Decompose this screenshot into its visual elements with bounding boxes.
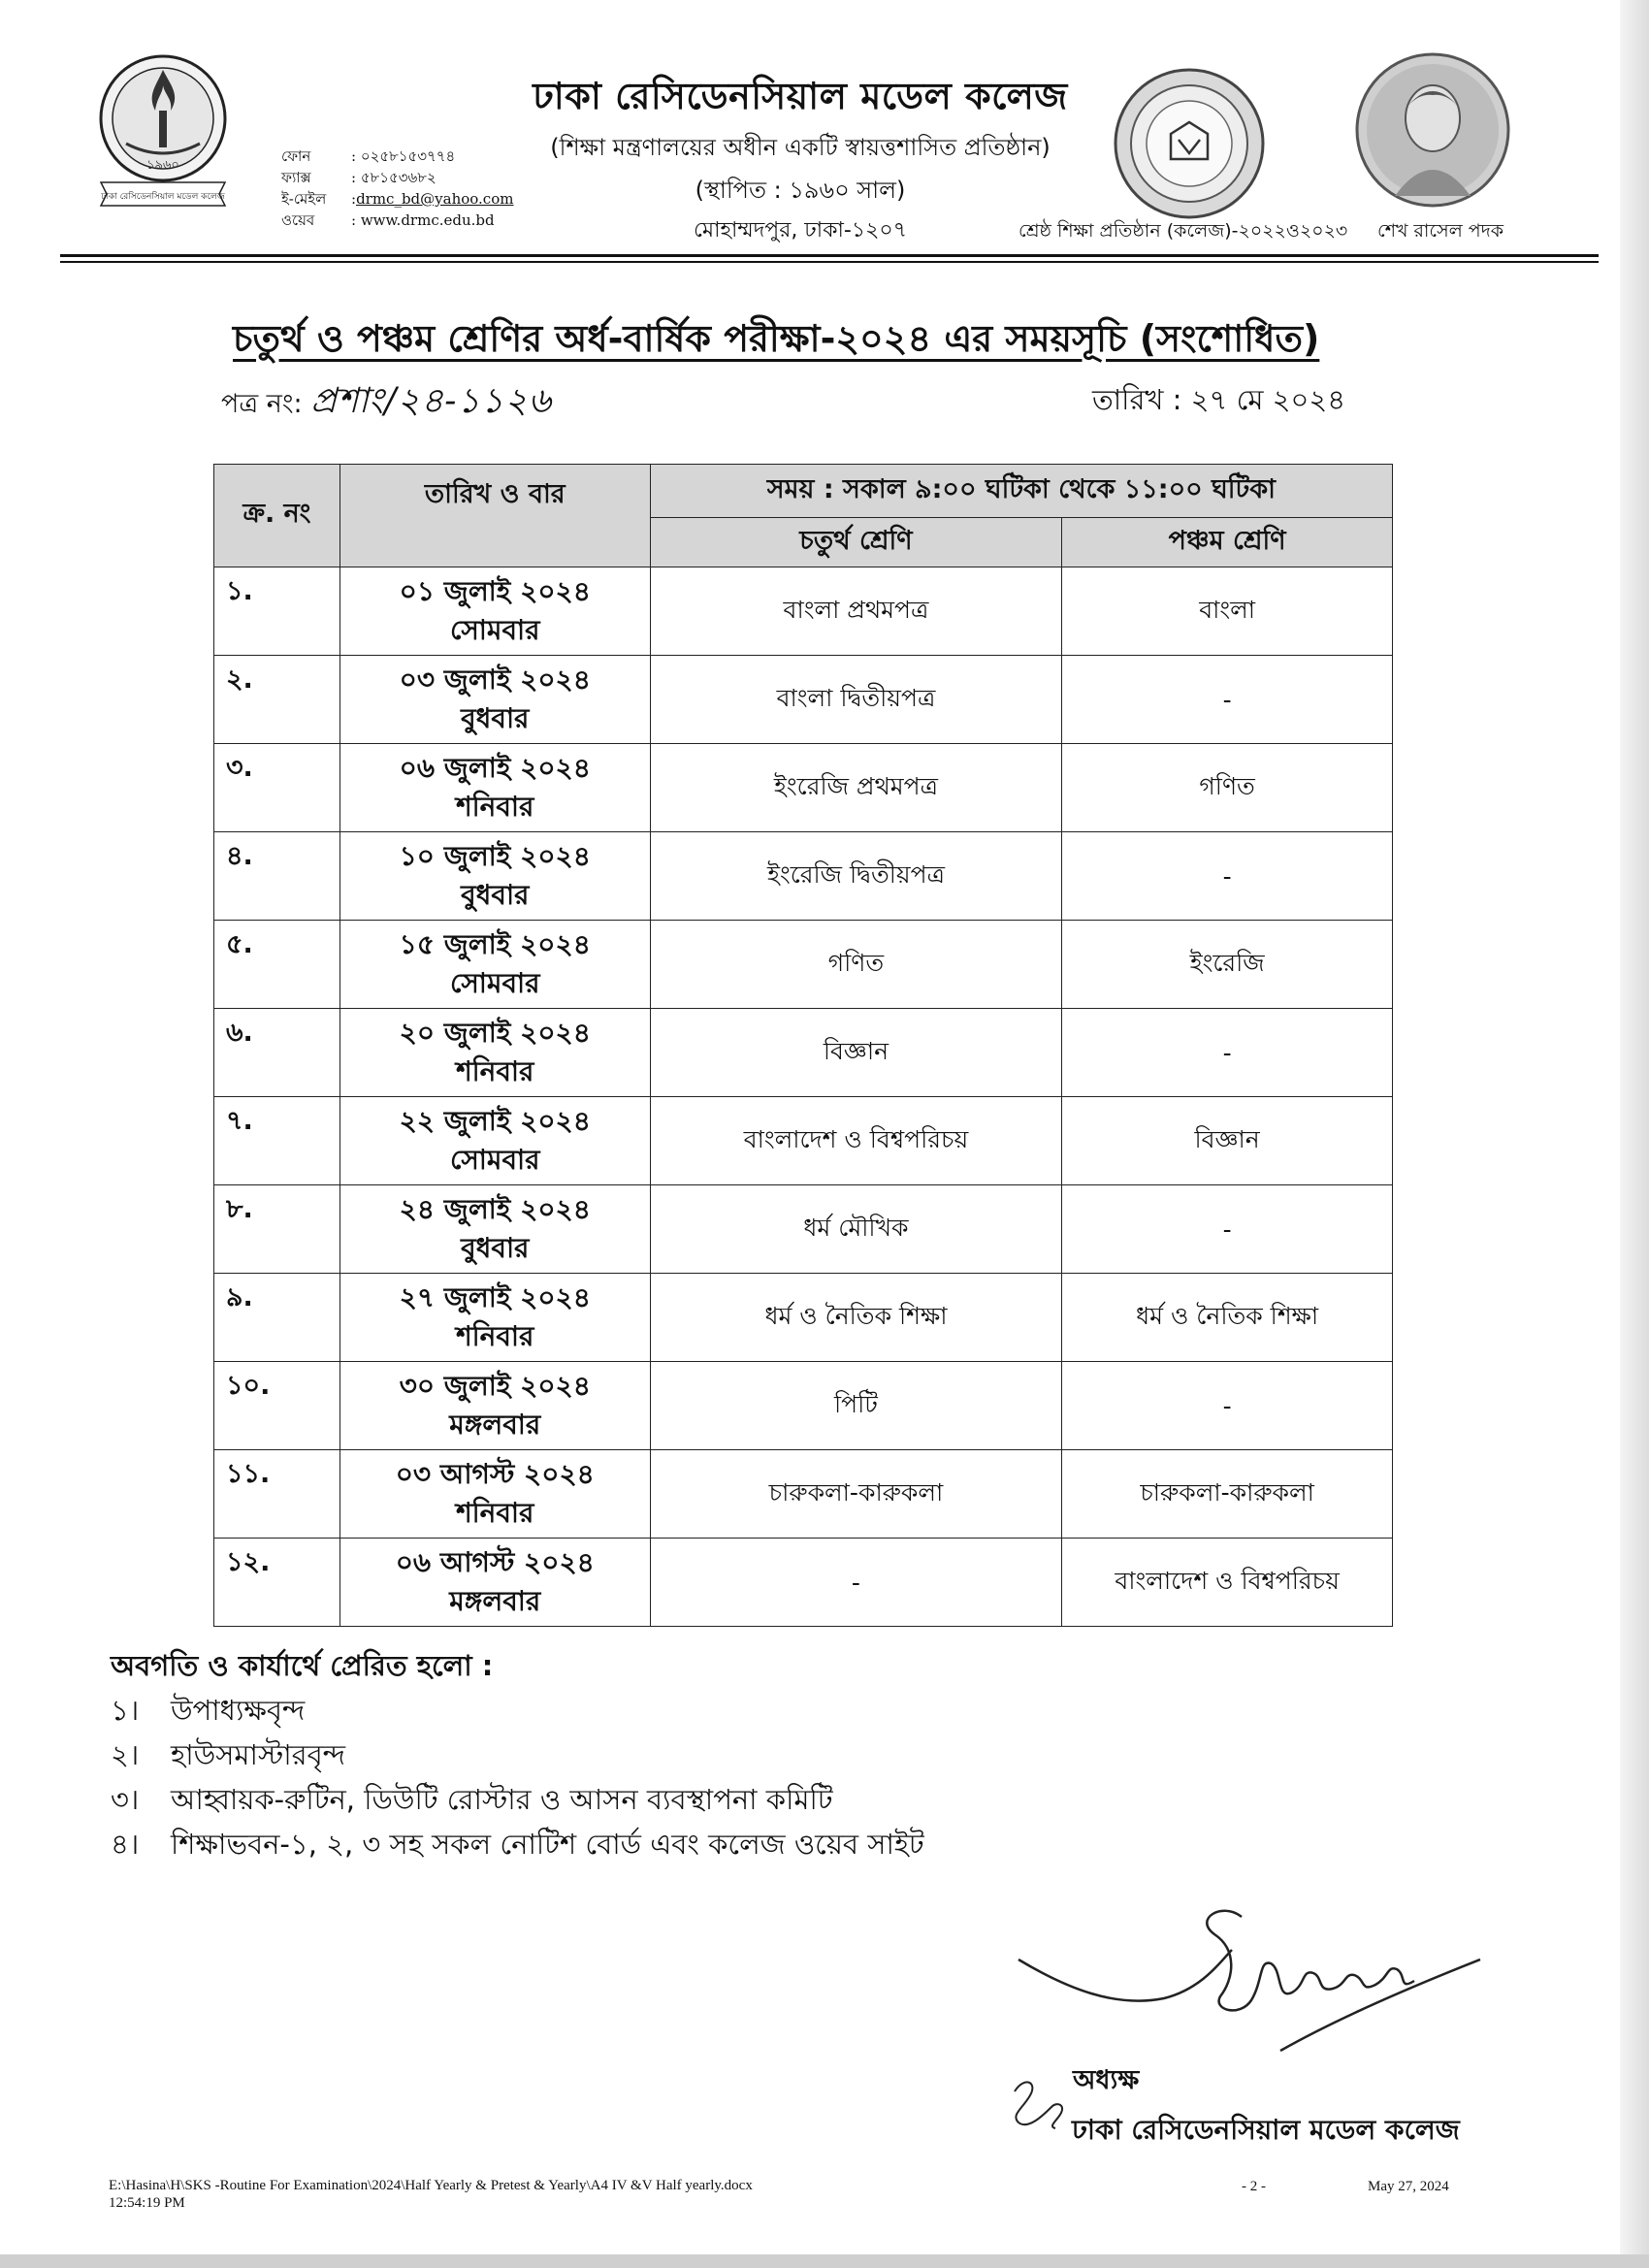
fax-label: ফ্যাক্স xyxy=(281,169,311,186)
table-row xyxy=(214,1362,1393,1450)
college-logo xyxy=(99,50,227,208)
row-class-5-subject: গণিত xyxy=(1062,744,1393,832)
reference-number xyxy=(221,374,552,433)
row-day: শনিবার xyxy=(456,1055,534,1087)
exam-schedule-table xyxy=(213,464,1393,1627)
signatory-institution: ঢাকা রেসিডেনসিয়াল মডেল কলেজ xyxy=(1072,2114,1460,2146)
scan-edge-shadow xyxy=(1620,0,1649,2268)
row-day: শনিবার xyxy=(456,1320,534,1352)
scan-bottom-edge xyxy=(0,2254,1649,2268)
college-name: ঢাকা রেসিডেনসিয়াল মডেল কলেজ xyxy=(533,75,1068,117)
reference-label: পত্র নং: xyxy=(221,389,303,419)
row-serial: ১২. xyxy=(214,1539,340,1627)
list-item-text: শিক্ষাভবন-১, ২, ৩ সহ সকল নোটিশ বোর্ড এবং কলেজ ওয়েব সাইট xyxy=(171,1828,924,1861)
document-date: তারিখ : ২৭ মে ২০২৪ xyxy=(1092,383,1346,416)
row-class-5-subject: বাংলাদেশ ও বিশ্বপরিচয় xyxy=(1062,1539,1393,1627)
web-label: ওয়েব xyxy=(281,211,315,229)
header-rule-thin xyxy=(60,261,1599,263)
reference-handwritten: প্রশাং/২৪-১১২৬ xyxy=(310,381,552,421)
row-day: শনিবার xyxy=(456,791,534,823)
list-item-number: ১। xyxy=(111,1694,140,1727)
table-row xyxy=(214,1450,1393,1539)
row-day: মঙ্গলবার xyxy=(449,1585,541,1617)
signatory-title: অধ্যক্ষ xyxy=(1073,2065,1140,2095)
principal-signature xyxy=(1009,1892,1513,2066)
row-day: বুধবার xyxy=(461,1232,530,1264)
row-class-5-subject: - xyxy=(1062,832,1393,921)
row-date-day xyxy=(340,1009,650,1097)
row-class-4-subject: বাংলা দ্বিতীয়পত্র xyxy=(650,656,1062,744)
row-date: ২০ জুলাই ২০২৪ xyxy=(399,1017,591,1049)
row-class-4-subject: পিটি xyxy=(650,1362,1062,1450)
header-rule-thick xyxy=(60,254,1599,257)
row-serial: ৭. xyxy=(214,1097,340,1185)
row-date: ২৭ জুলাই ২০২৪ xyxy=(399,1281,591,1313)
row-date-day xyxy=(340,1362,650,1450)
list-item-number: ৩। xyxy=(111,1783,140,1816)
row-date-day xyxy=(340,1274,650,1362)
list-item xyxy=(111,1733,924,1777)
row-day: মঙ্গলবার xyxy=(449,1409,541,1441)
row-class-5-subject: - xyxy=(1062,1362,1393,1450)
header-class-5: পঞ্চম শ্রেণি xyxy=(1062,518,1393,567)
table-row xyxy=(214,656,1393,744)
award-caption-medal: শেখ রাসেল পদক xyxy=(1377,220,1504,242)
email-link[interactable]: drmc_bd@yahoo.com xyxy=(356,190,514,208)
distribution-list xyxy=(111,1643,924,1866)
row-date: ০৩ আগস্ট ২০২৪ xyxy=(395,1458,595,1490)
row-date-day xyxy=(340,744,650,832)
row-class-4-subject: ধর্ম মৌখিক xyxy=(650,1185,1062,1274)
row-date: ০৩ জুলাই ২০২৪ xyxy=(399,664,591,696)
row-class-4-subject: বাংলা প্রথমপত্র xyxy=(650,567,1062,656)
row-date: ১৫ জুলাই ২০২৪ xyxy=(399,928,591,960)
table-row xyxy=(214,1274,1393,1362)
row-date-day xyxy=(340,1539,650,1627)
sheikh-russel-medal-icon xyxy=(1354,50,1511,210)
college-subtitle: (শিক্ষা মন্ত্রণালয়ের অধীন একটি স্বায়ত্তশাসিত প্রতিষ্ঠান) xyxy=(550,134,1051,161)
row-serial: ১০. xyxy=(214,1362,340,1450)
footer-date: May 27, 2024 xyxy=(1368,2179,1449,2194)
row-class-5-subject: - xyxy=(1062,1185,1393,1274)
row-day: সোমবার xyxy=(449,1144,540,1176)
row-class-4-subject: বাংলাদেশ ও বিশ্বপরিচয় xyxy=(650,1097,1062,1185)
table-row xyxy=(214,1097,1393,1185)
row-date-day xyxy=(340,1450,650,1539)
row-date: ০৬ আগস্ট ২০২৪ xyxy=(395,1546,595,1578)
row-date-day xyxy=(340,832,650,921)
phone-value: : ০২৫৮১৫৩৭৭৪ xyxy=(351,147,456,165)
list-item-number: ৪। xyxy=(111,1828,140,1861)
row-date-day xyxy=(340,921,650,1009)
row-class-5-subject: ইংরেজি xyxy=(1062,921,1393,1009)
row-date-day xyxy=(340,1097,650,1185)
table-row xyxy=(214,1009,1393,1097)
row-class-5-subject: বাংলা xyxy=(1062,567,1393,656)
row-class-4-subject: ধর্ম ও নৈতিক শিক্ষা xyxy=(650,1274,1062,1362)
fax-value: : ৫৮১৫৩৬৮২ xyxy=(351,169,436,186)
row-class-4-subject: ইংরেজি প্রথমপত্র xyxy=(650,744,1062,832)
row-class-5-subject: চারুকলা-কারুকলা xyxy=(1062,1450,1393,1539)
list-item xyxy=(111,1777,924,1822)
established-year: (স্থাপিত : ১৯৬০ সাল) xyxy=(695,177,906,204)
list-item-number: ২। xyxy=(111,1738,140,1771)
list-item xyxy=(111,1688,924,1733)
email-separator: : xyxy=(351,190,357,208)
row-serial: ৪. xyxy=(214,832,340,921)
row-date-day xyxy=(340,656,650,744)
row-day: বুধবার xyxy=(461,702,530,734)
row-class-5-subject: - xyxy=(1062,656,1393,744)
logo-ribbon-text: ঢাকা রেসিডেনসিয়াল মডেল কলেজ xyxy=(101,192,225,202)
header-time: সময় : সকাল ৯:০০ ঘটিকা থেকে ১১:০০ ঘটিকা xyxy=(650,465,1392,518)
table-row xyxy=(214,832,1393,921)
row-serial: ৫. xyxy=(214,921,340,1009)
row-date: ১০ জুলাই ২০২৪ xyxy=(399,840,591,872)
row-date: ২৪ জুলাই ২০২৪ xyxy=(399,1193,591,1225)
row-day: বুধবার xyxy=(461,879,530,911)
table-row xyxy=(214,1185,1393,1274)
row-serial: ২. xyxy=(214,656,340,744)
document-title: চতুর্থ ও পঞ্চম শ্রেণির অর্ধ-বার্ষিক পরীক্ষা-২০২৪ এর সময়সূচি (সংশোধিত) xyxy=(233,317,1320,360)
header-serial: ক্র. নং xyxy=(214,465,340,567)
row-class-4-subject: ইংরেজি দ্বিতীয়পত্র xyxy=(650,832,1062,921)
list-item-text: হাউসমাস্টারবৃন্দ xyxy=(171,1738,345,1771)
phone-label: ফোন xyxy=(281,147,311,165)
file-path-footer xyxy=(109,2177,753,2212)
row-date-day xyxy=(340,1185,650,1274)
row-class-4-subject: - xyxy=(650,1539,1062,1627)
table-row xyxy=(214,921,1393,1009)
row-date: ৩০ জুলাই ২০২৪ xyxy=(399,1370,591,1402)
row-day: সোমবার xyxy=(449,614,540,646)
row-date: ২২ জুলাই ২০২৪ xyxy=(399,1105,591,1137)
logo-year: ১৯৬০ xyxy=(146,158,179,173)
row-class-5-subject: বিজ্ঞান xyxy=(1062,1097,1393,1185)
row-date: ০১ জুলাই ২০২৪ xyxy=(399,575,591,607)
file-path: E:\Hasina\H\SKS -Routine For Examination\2024\Half Yearly & Pretest & Yearly\A4 IV &V Half yearly.docx xyxy=(109,2178,753,2193)
table-row xyxy=(214,1539,1393,1627)
award-seal-icon xyxy=(1111,66,1268,221)
email-label: ই-মেইল xyxy=(281,190,327,208)
row-class-4-subject: গণিত xyxy=(650,921,1062,1009)
list-item-text: উপাধ্যক্ষবৃন্দ xyxy=(171,1694,306,1727)
row-day: সোমবার xyxy=(449,967,540,999)
row-class-4-subject: বিজ্ঞান xyxy=(650,1009,1062,1097)
file-time: 12:54:19 PM xyxy=(109,2195,185,2211)
row-date-day xyxy=(340,567,650,656)
award-caption-best-institution: শ্রেষ্ঠ শিক্ষা প্রতিষ্ঠান (কলেজ)-২০২২ও২০২৩ xyxy=(1018,220,1348,242)
initials-mark xyxy=(1005,2072,1075,2136)
row-serial: ১১. xyxy=(214,1450,340,1539)
row-serial: ১. xyxy=(214,567,340,656)
header-date-day: তারিখ ও বার xyxy=(340,465,650,567)
list-item-text: আহ্বায়ক-রুটিন, ডিউটি রোস্টার ও আসন ব্যবস্থাপনা কমিটি xyxy=(171,1783,833,1816)
row-serial: ৯. xyxy=(214,1274,340,1362)
row-day: শনিবার xyxy=(456,1497,534,1529)
row-class-5-subject: - xyxy=(1062,1009,1393,1097)
row-class-4-subject: চারুকলা-কারুকলা xyxy=(650,1450,1062,1539)
row-serial: ৮. xyxy=(214,1185,340,1274)
row-serial: ৬. xyxy=(214,1009,340,1097)
table-row xyxy=(214,567,1393,656)
table-row xyxy=(214,744,1393,832)
page-number: - 2 - xyxy=(1242,2179,1266,2194)
row-serial: ৩. xyxy=(214,744,340,832)
college-address: মোহাম্মদপুর, ঢাকা-১২০৭ xyxy=(693,218,908,243)
web-value: : www.drmc.edu.bd xyxy=(351,211,495,229)
list-item xyxy=(111,1822,924,1866)
distribution-heading: অবগতি ও কার্যার্থে প্রেরিত হলো : xyxy=(111,1649,494,1682)
row-date: ০৬ জুলাই ২০২৪ xyxy=(399,752,591,784)
header-class-4: চতুর্থ শ্রেণি xyxy=(650,518,1062,567)
row-class-5-subject: ধর্ম ও নৈতিক শিক্ষা xyxy=(1062,1274,1393,1362)
